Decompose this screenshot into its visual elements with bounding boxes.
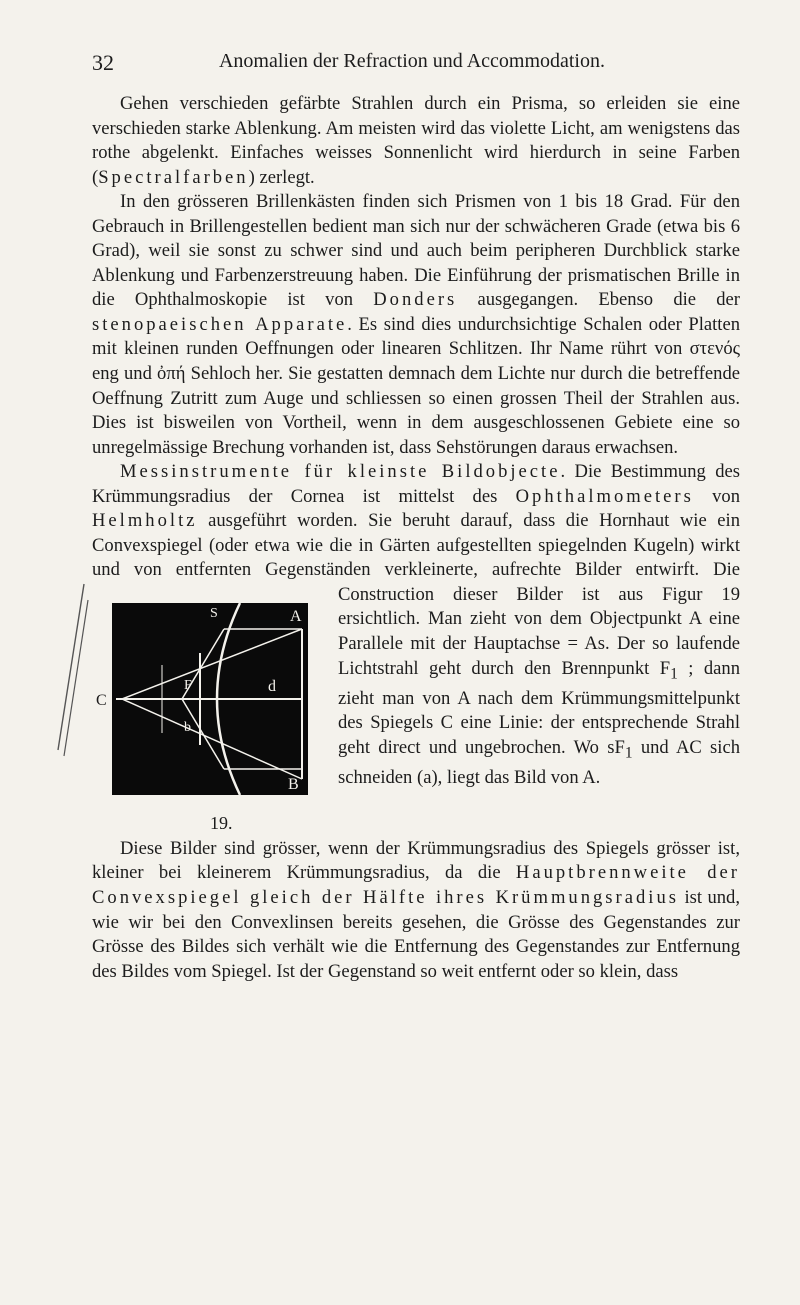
pencil-margin-mark	[50, 580, 90, 760]
label-d: d	[268, 677, 276, 695]
pencil-stroke-2	[64, 600, 88, 756]
body-text	[92, 92, 740, 984]
figure-19-diagram	[92, 589, 322, 809]
spaced-term: Hauptbrennweite der Convexspiegel gleich der Hälfte ihres Krümmungsradius	[92, 862, 740, 909]
paragraph-messinstrumente: Messinstrumente für kleinste Bildobjecte. Die Bestimmung des Krümmungsradius der Cornea ist mittelst des Ophthalmometers von Helmholtz ausgeführt worden. Sie beruht darauf, dass die Hornhaut wie ein Convexspiegel (oder etwa wie die in Gärten aufgestellten spiegelnden Kugeln) wirkt und von entfernten Gegenständen verkleinerte, aufrechte Bilder entwirft. Die Construction dieser Bilder S A C F d b B 19. ist aus Figur 19 ersichtlich. Man zieht von dem Objectpunkt A eine Parallele mit der Hauptachse = As. Der so laufende Lichtstrahl geht durch den Brennpunkt $F_1$ ; dann zieht man von A nach dem Krümmungsmittelpunkt des Spiegels C eine Linie: der entsprechende Strahl geht direct und ungebrochen. Wo $sF_1$ und AC sich schneiden (a), liegt das Bild von A.	[92, 460, 740, 791]
label-a: A	[290, 607, 302, 625]
label-b-upper: B	[288, 775, 299, 793]
label-c: C	[96, 691, 107, 709]
pencil-stroke-1	[58, 584, 84, 750]
figure-section	[92, 460, 740, 837]
figure-number: 19.	[210, 812, 233, 833]
label-f: F	[184, 677, 192, 693]
paragraph-brillen: In den grösseren Brillenkästen finden sich Prismen von 1 bis 18 Grad. Für den Gebrauch in Brillengestellen bedient man sich nur der schwächeren Grade (etwa bis 6 Grad), weil sie sonst zu schwer sind und auch beim peripheren Durchblick starke Ablenkung und Farbenzerstreuung haben. Die Einführung der prismatischen Brille in die Ophthalmoskopie ist von Donders ausgegangen. Ebenso die der stenopaeischen Apparate. Es sind dies undurchsichtige Schalen oder Platten mit kleinen runden Oeffnungen oder linearen Schlitzen. Ihr Name rührt von στενός eng und ὀπή Sehloch her. Sie gestatten demnach dem Lichte nur durch die betreffende Oeffnung Zutritt zum Auge und schliessen so einen grossen Theil der Strahlen aus. Dies ist bisweilen von Vortheil, wenn in dem ausgeschlossenen Gebiete eine so unregelmässige Brechung vorhanden ist, dass Sehstörungen daraus erwachsen.	[92, 191, 741, 458]
paragraph-bilder: Diese Bilder sind grösser, wenn der Krümmungsradius des Spiegels grösser ist, kleiner bei kleinerem Krümmungsradius, da die Hauptbrennweite der Convexspiegel gleich der Hälfte ihres Krümmungsradius ist und, wie wir bei den Convexlinsen bereits gesehen, die Grösse des Gegenstandes zur Grösse des Bildes sich verhält wie die Entfernung des Gegenstandes zur Entfernung des Bildes vom Spiegel. Ist der Gegenstand so weit entfernt oder so klein, dass	[92, 837, 741, 982]
label-b: b	[184, 719, 191, 735]
page-number: 32	[92, 50, 114, 75]
spaced-term: Spectralfarben	[98, 166, 249, 188]
section-heading: Messinstrumente für kleinste Bildobjecte	[120, 461, 561, 483]
author-name: Helmholtz	[92, 510, 198, 532]
instrument-name: Ophthalmometers	[515, 485, 694, 507]
running-title: Anomalien der Refraction und Accommodation.	[218, 50, 605, 72]
figure-19	[92, 589, 322, 837]
author-name: Donders	[373, 289, 458, 311]
paragraph-prisma: Gehen verschieden gefärbte Strahlen durch ein Prisma, so erleiden sie eine verschieden starke Ablenkung. Am meisten wird das violette Licht, am wenigstens das rothe abgelenkt. Einfaches weisses Sonnenlicht wird hierdurch in seine Farben (Spectralfarben) zerlegt.	[92, 93, 740, 188]
spaced-term: stenopaeischen Apparate	[92, 313, 348, 335]
label-s: S	[210, 605, 218, 621]
page-header	[92, 50, 732, 80]
